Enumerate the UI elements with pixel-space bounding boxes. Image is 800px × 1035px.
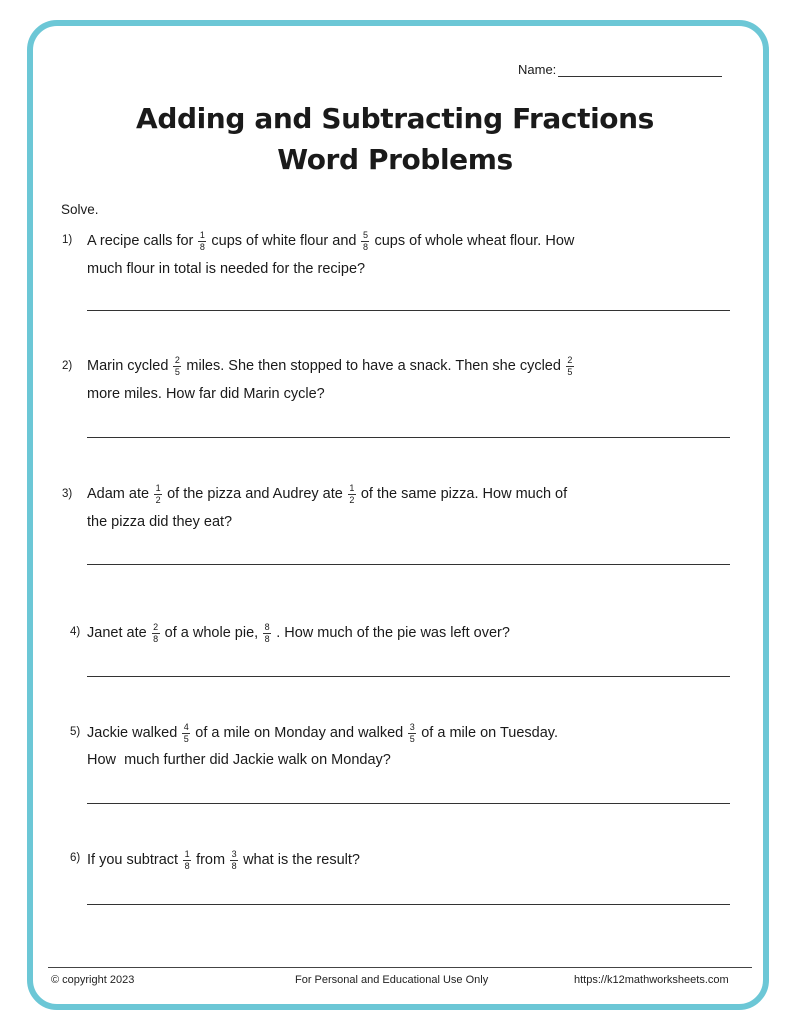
answer-line[interactable] — [87, 437, 730, 438]
answer-line[interactable] — [87, 564, 730, 565]
fraction — [408, 723, 416, 744]
fraction-numerator: 3 — [409, 721, 415, 732]
problem-text: miles. She then stopped to have a snack. Then she cycled — [186, 358, 561, 374]
fraction-numerator: 1 — [184, 848, 190, 859]
problem-text: How much further did Jackie walk on Monday? — [87, 752, 391, 768]
problem-text: of a whole pie, — [164, 625, 259, 641]
fraction-denominator: 8 — [231, 860, 237, 871]
page-title-line-2: Word Problems — [277, 143, 513, 176]
problem-text: A recipe calls for — [87, 233, 194, 249]
fraction-denominator: 8 — [264, 633, 270, 644]
fraction — [361, 231, 369, 252]
footer-usage-note: For Personal and Educational Use Only — [295, 974, 489, 986]
problem-number: 4) — [70, 626, 81, 638]
fraction — [348, 484, 356, 505]
fraction-numerator: 8 — [264, 621, 270, 632]
problem-text: If you subtract — [87, 852, 179, 868]
problem-text: more miles. How far did Marin cycle? — [87, 386, 325, 402]
fraction-numerator: 1 — [199, 229, 205, 240]
fraction — [173, 356, 181, 377]
answer-line[interactable] — [87, 676, 730, 677]
fraction-denominator: 5 — [174, 366, 180, 377]
fraction-numerator: 4 — [183, 721, 189, 732]
problem-text: from — [196, 852, 226, 868]
problem-text-line — [87, 228, 574, 254]
problem-text-line — [87, 481, 567, 507]
fraction — [230, 850, 238, 871]
fraction — [263, 623, 271, 644]
problem-text: of the same pizza. How much of — [360, 486, 568, 502]
problem-text-line — [87, 620, 510, 646]
name-label: Name: — [518, 62, 557, 77]
problem-number: 6) — [70, 852, 81, 864]
fraction-denominator: 8 — [362, 241, 368, 252]
footer-url: https://k12mathworksheets.com — [574, 974, 729, 986]
footer-copyright: © copyright 2023 — [51, 974, 135, 986]
problem-text-line — [87, 381, 325, 407]
problem-text: cups of white flour and — [211, 233, 357, 249]
problem-text: the pizza did they eat? — [87, 514, 233, 530]
fraction-numerator: 3 — [231, 848, 237, 859]
instructions: Solve. — [61, 202, 99, 217]
fraction-numerator: 1 — [349, 482, 355, 493]
problem-text-line — [87, 720, 558, 746]
problem-text: of a mile on Tuesday. — [421, 725, 558, 741]
problem-number: 3) — [62, 488, 73, 500]
fraction-numerator: 2 — [153, 621, 159, 632]
answer-line[interactable] — [87, 803, 730, 804]
fraction — [566, 356, 574, 377]
problem-text: Adam ate — [87, 486, 150, 502]
problem-number: 2) — [62, 360, 73, 372]
fraction-denominator: 2 — [155, 494, 161, 505]
problem-text-line — [87, 353, 579, 379]
fraction — [198, 231, 206, 252]
fraction — [154, 484, 162, 505]
fraction-denominator: 8 — [153, 633, 159, 644]
problem-text: Marin cycled — [87, 358, 169, 374]
answer-line[interactable] — [87, 310, 730, 311]
footer-divider — [48, 967, 752, 968]
fraction-numerator: 1 — [155, 482, 161, 493]
problem-text-line — [87, 256, 365, 282]
problem-text-line — [87, 747, 391, 773]
fraction-denominator: 5 — [567, 366, 573, 377]
problem-text: what is the result? — [243, 852, 360, 868]
fraction-numerator: 5 — [362, 229, 368, 240]
problem-text: Janet ate — [87, 625, 147, 641]
fraction-denominator: 5 — [183, 733, 189, 744]
fraction-numerator: 2 — [567, 354, 573, 365]
page-title-line-1: Adding and Subtracting Fractions — [136, 102, 654, 135]
name-blank-line — [558, 62, 722, 77]
fraction — [183, 850, 191, 871]
problem-text: of the pizza and Audrey ate — [167, 486, 343, 502]
answer-line[interactable] — [87, 904, 730, 905]
fraction-denominator: 8 — [184, 860, 190, 871]
fraction-denominator: 8 — [199, 241, 205, 252]
problem-text: of a mile on Monday and walked — [195, 725, 404, 741]
problem-text: cups of whole wheat flour. How — [374, 233, 575, 249]
problem-number: 1) — [62, 234, 73, 246]
fraction — [182, 723, 190, 744]
fraction-denominator: 5 — [409, 733, 415, 744]
problem-text-line — [87, 509, 232, 535]
fraction-numerator: 2 — [174, 354, 180, 365]
fraction — [152, 623, 160, 644]
fraction-denominator: 2 — [349, 494, 355, 505]
problem-number: 5) — [70, 726, 81, 738]
problem-text: Jackie walked — [87, 725, 178, 741]
problem-text-line — [87, 847, 360, 873]
problem-text: . How much of the pie was left over? — [276, 625, 510, 641]
name-field — [518, 62, 722, 77]
problem-text: much flour in total is needed for the recipe? — [87, 261, 366, 277]
